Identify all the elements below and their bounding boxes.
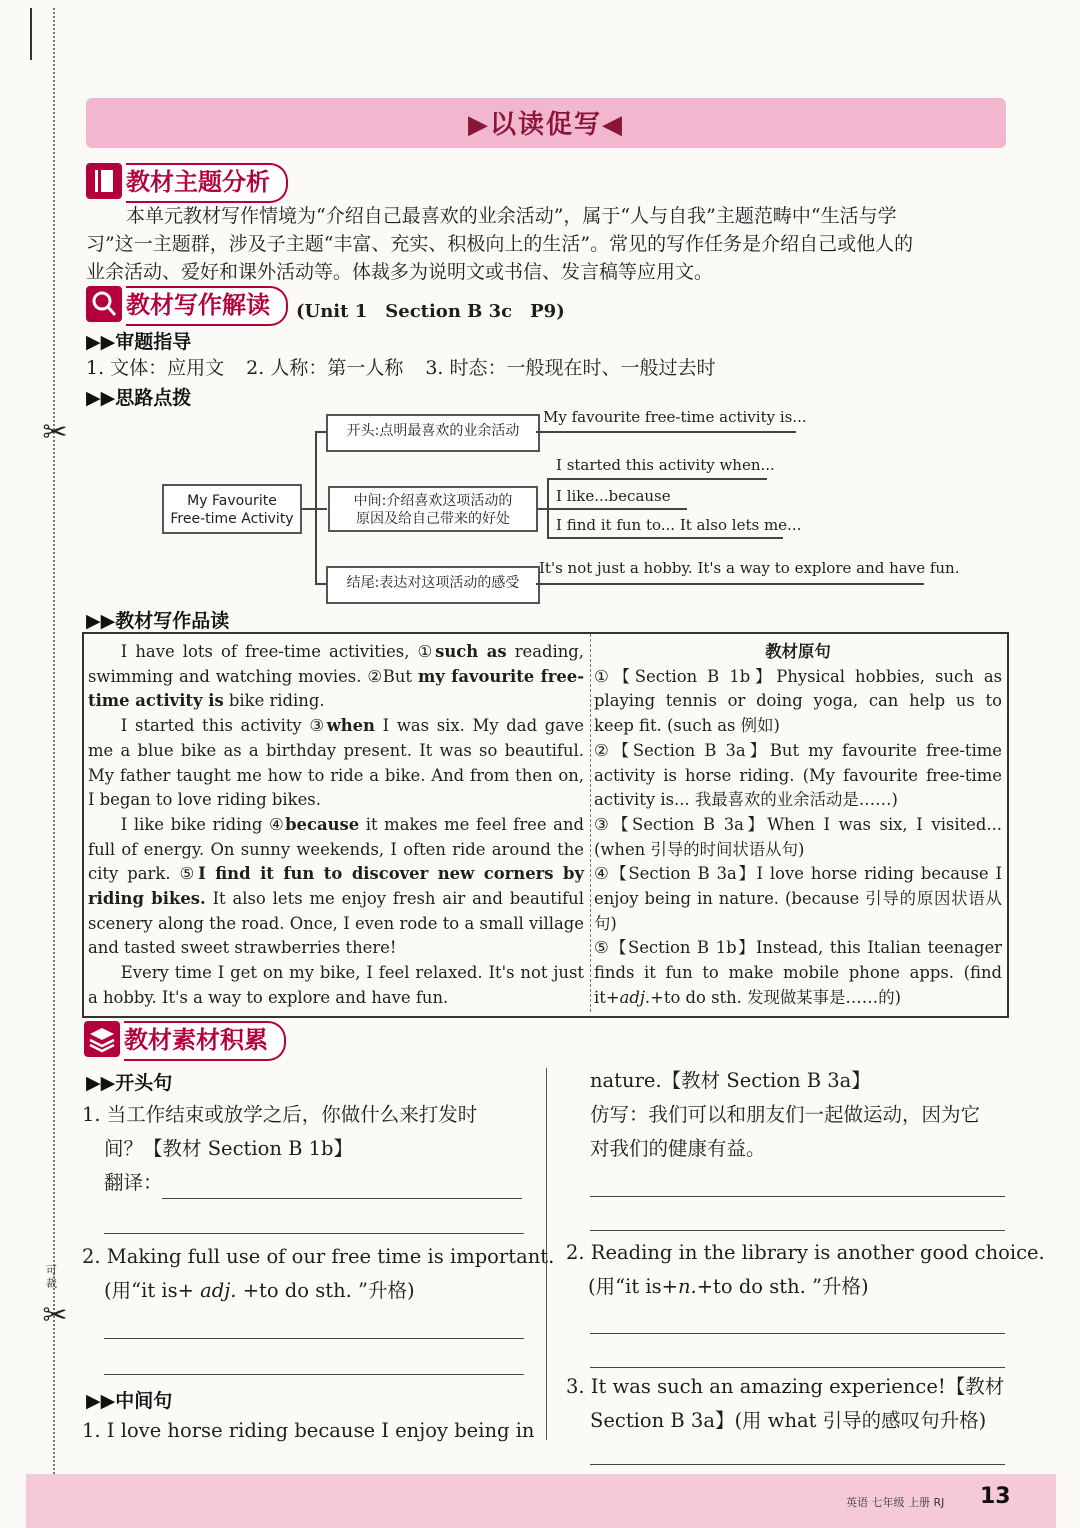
connector — [315, 508, 327, 510]
center-line: Free-time Activity — [170, 511, 294, 527]
middle-sentence: I find it fun to... It also lets me... — [556, 516, 802, 534]
practice-right — [590, 1064, 1010, 1166]
translate-label: 翻译： — [104, 1171, 163, 1194]
practice-left — [82, 1098, 532, 1200]
cut-note: 可裁 — [46, 1264, 57, 1290]
middle-sentence: I like...because — [556, 487, 671, 505]
center-line: My Favourite — [187, 493, 277, 509]
subhead-reading: ▶▶教材写作品读 — [86, 610, 230, 632]
guide-genre: 1. 文体：应用文 — [86, 357, 225, 379]
book-icon — [86, 163, 122, 199]
question-line: 对我们的健康有益。 — [590, 1137, 766, 1160]
branch-line: 中间:介绍喜欢这项活动的 — [353, 493, 513, 509]
original-sentences — [594, 640, 1002, 1011]
connector — [536, 583, 924, 585]
branch-ending: 结尾:表达对这项活动的感受 — [326, 566, 540, 604]
note-item: ③【Section B 3a】When I was six, I visited... (when 引导的时间状语从句) — [594, 814, 1002, 859]
answer-line[interactable] — [590, 1196, 1005, 1197]
theme-line: 业余活动、爱好和课外活动等。体裁多为说明文或书信、发言稿等应用文。 — [86, 261, 714, 283]
essay-paragraph: I have lots of free-time activities, ①such as reading, swimming and watching movies. ②But my favourite free-time activity is bike riding. — [88, 642, 584, 711]
scissors-icon: ✂ — [42, 1298, 68, 1333]
question-line: nature.【教材 Section B 3a】 — [590, 1069, 871, 1092]
page-number: 13 — [980, 1484, 1011, 1509]
note-item: ②【Section B 3a】But my favourite free-time activity is horse riding. (My favourite free-time activity is... 我最喜欢的业余活动是……) — [594, 740, 1002, 810]
question-line: 间？【教材 Section B 1b】 — [104, 1137, 354, 1160]
essay-paragraph: I like bike riding ④because it makes me feel free and full of energy. On sunny weekends, I often ride around the city park. ⑤I find it fun to discover new corners by riding bikes. It also lets me enjoy fresh air and beautiful scenery along the road. Once, I even rode to a small village and tasted sweet strawberries there! — [88, 814, 584, 958]
question-line: 1. I love horse riding because I enjoy being in — [82, 1419, 535, 1442]
section-title: 教材素材积累 — [124, 1021, 286, 1061]
book-title: 英语 七年级 上册 RJ — [846, 1496, 945, 1509]
connector — [302, 508, 316, 510]
opening-sentence: My favourite free-time activity is... — [543, 408, 807, 426]
middle-sentence: I started this activity when... — [556, 456, 775, 474]
guide-person: 2. 人称：第一人称 — [246, 357, 404, 379]
connector — [547, 508, 687, 510]
section-banner — [86, 98, 1006, 148]
mindmap-center — [162, 484, 302, 534]
answer-line[interactable] — [104, 1233, 524, 1234]
essay-paragraph: Every time I get on my bike, I feel relaxed. It's not just a hobby. It's a way to explore and have fun. — [88, 963, 584, 1007]
subhead-ideas: ▶▶思路点拨 — [86, 387, 192, 409]
margin-rule — [30, 8, 32, 60]
unit-reference: (Unit 1 Section B 3c P9) — [296, 301, 565, 322]
question-line: 3. It was such an amazing experience!【教材 — [566, 1375, 1005, 1398]
stack-icon — [84, 1021, 120, 1057]
note-item: ⑤【Section B 1b】Instead, this Italian teenager finds it fun to make mobile phone apps. (find it+adj.+to do sth. 发现做某事是……的) — [594, 938, 1002, 1007]
branch-opening: 开头:点明最喜欢的业余活动 — [326, 414, 540, 452]
column-divider — [590, 634, 591, 1012]
theme-paragraph — [86, 202, 1006, 286]
notes-title: 教材原句 — [765, 642, 831, 661]
answer-line[interactable] — [590, 1230, 1005, 1231]
theme-line: 习”这一主题群，涉及子主题“丰富、充实、积极向上的生活”。常见的写作任务是介绍自己或他人的 — [86, 233, 914, 255]
subhead-opening: ▶▶开头句 — [86, 1072, 173, 1094]
question-line: 2. Reading in the library is another good choice. — [566, 1241, 1045, 1264]
question-line: 2. Making full use of our free time is important. — [82, 1245, 555, 1268]
question-line: (用“it is+ adj. +to do sth. ”升格) — [104, 1279, 415, 1302]
question-line: Section B 3a】(用 what 引导的感叹句升格) — [590, 1409, 987, 1432]
connector — [536, 431, 796, 433]
note-item: ①【Section B 1b】Physical hobbies, such as playing tennis or doing yoga, can help us to keep fit. (such as 例如) — [594, 666, 1002, 736]
connector — [547, 537, 783, 539]
branch-middle — [328, 486, 538, 532]
model-essay — [88, 640, 584, 1011]
branch-line: 原因及给自己带来的好处 — [356, 511, 510, 527]
essay-paragraph: I started this activity ③when I was six. My dad gave me a blue bike as a birthday present. It was so beautiful. My father taught me how to ride a bike. And from then on, I began to love riding bikes. — [88, 716, 584, 810]
subhead-guide: ▶▶审题指导 — [86, 331, 192, 353]
practice-right — [566, 1236, 1045, 1304]
answer-line[interactable] — [162, 1198, 522, 1199]
answer-line[interactable] — [590, 1333, 1005, 1334]
question-line: (用“it is+n.+to do sth. ”升格) — [588, 1275, 869, 1298]
answer-line[interactable] — [590, 1464, 1005, 1465]
connector — [547, 478, 767, 480]
answer-line[interactable] — [104, 1374, 524, 1375]
subhead-middle: ▶▶中间句 — [86, 1390, 173, 1412]
question-line: 1. 当工作结束或放学之后，你做什么来打发时 — [82, 1103, 478, 1126]
ending-sentence: It's not just a hobby. It's a way to explore and have fun. — [539, 559, 960, 577]
banner-title: ▶以读促写◀ — [468, 110, 624, 140]
theme-line: 本单元教材写作情境为“介绍自己最喜欢的业余活动”，属于“人与自我”主题范畴中“生活与学 — [126, 205, 897, 227]
section-title: 教材主题分析 — [126, 163, 288, 203]
practice-right — [566, 1370, 1006, 1438]
answer-line[interactable] — [590, 1367, 1005, 1368]
note-item: ④【Section B 3a】I love horse riding because I enjoy being in nature. (because 引导的原因状语从句) — [594, 864, 1002, 933]
section-header-writing — [86, 286, 326, 322]
section-header-material — [84, 1021, 324, 1057]
answer-line[interactable] — [104, 1338, 524, 1339]
guide-line — [86, 354, 716, 382]
section-title: 教材写作解读 — [126, 286, 288, 326]
scissors-icon: ✂ — [42, 415, 68, 450]
question-line: 仿写：我们可以和朋友们一起做运动，因为它 — [590, 1103, 981, 1126]
guide-tense: 3. 时态：一般现在时、一般过去时 — [425, 357, 716, 379]
cut-line — [53, 8, 55, 1518]
section-header-theme — [86, 163, 326, 199]
practice-left — [82, 1240, 555, 1308]
magnifier-icon — [86, 286, 122, 322]
